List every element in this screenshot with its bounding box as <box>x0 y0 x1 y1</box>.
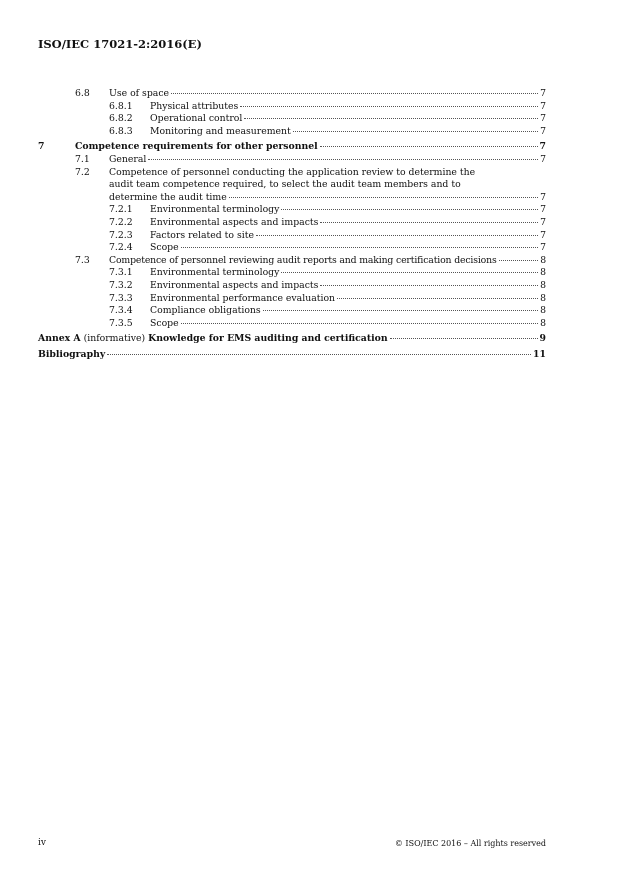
toc-entry-title: Environmental performance evaluation <box>150 292 336 304</box>
dot-leader <box>320 146 538 147</box>
toc-entry[interactable] <box>38 305 546 318</box>
toc-entry-number: 6.8.2 <box>109 113 133 125</box>
toc-entry-title: Environmental terminology <box>150 204 280 216</box>
toc-entry[interactable] <box>38 280 546 293</box>
toc-entry[interactable] <box>38 230 546 243</box>
toc-entry-title: Scope <box>150 317 179 329</box>
toc-entry-page: 8 <box>540 317 546 329</box>
toc-entry-title: Competence requirements for other personnel <box>75 141 318 153</box>
toc-entry-page: 7 <box>540 229 546 241</box>
toc-entry-page: 7 <box>540 88 546 99</box>
toc-entry-number: 7.2.1 <box>109 204 133 216</box>
toc-entry[interactable] <box>38 255 546 268</box>
toc-entry-title: Physical attributes <box>150 100 239 112</box>
toc-entry-title-line: audit team competence required, to select the audit team members and to <box>109 179 461 191</box>
toc-entry-number: 7.3.3 <box>109 292 133 304</box>
toc-entry-number: 7.2.4 <box>109 242 133 254</box>
toc-entry-number: 6.8.3 <box>109 125 133 137</box>
annex-title: Knowledge for EMS auditing and certification <box>148 333 388 345</box>
toc-entry[interactable] <box>38 126 546 139</box>
toc-entry-title: Use of space <box>109 88 170 99</box>
toc-entry-title: Environmental aspects and impacts <box>150 279 319 291</box>
dot-leader <box>244 118 538 119</box>
toc-entry-page: 8 <box>540 267 546 279</box>
dot-leader <box>390 338 538 339</box>
toc-entry-page: 11 <box>533 348 546 360</box>
toc-entry-page: 8 <box>540 292 546 304</box>
toc-entry-title-line: Competence of personnel conducting the application review to determine the <box>109 166 476 178</box>
dot-leader <box>337 298 538 299</box>
dot-leader <box>171 93 538 94</box>
toc-entry[interactable] <box>38 293 546 306</box>
toc-entry-page: 7 <box>540 191 546 203</box>
dot-leader <box>281 272 538 273</box>
dot-leader <box>107 354 531 355</box>
toc-entry-number: 7.2.2 <box>109 216 133 228</box>
toc-entry-number: 7.3.5 <box>109 317 133 329</box>
toc-entry[interactable] <box>38 113 546 126</box>
dot-leader <box>293 131 538 132</box>
toc-entry[interactable] <box>38 267 546 280</box>
dot-leader <box>256 235 538 236</box>
toc-entry-continuation[interactable] <box>38 179 546 192</box>
toc-entry-number: 7.3.2 <box>109 279 133 291</box>
dot-leader <box>320 285 538 286</box>
toc-entry[interactable] <box>38 101 546 114</box>
toc-entry[interactable] <box>38 242 546 255</box>
toc-entry[interactable] <box>38 318 546 331</box>
toc-entry[interactable] <box>38 167 546 180</box>
dot-leader <box>499 260 539 261</box>
toc-entry-number: 7.3.4 <box>109 305 133 317</box>
toc-entry-title-line: determine the audit time <box>109 191 227 203</box>
toc-entry-page: 7 <box>540 204 546 216</box>
annex-label: Annex A <box>38 333 81 345</box>
table-of-contents <box>38 88 546 361</box>
toc-entry-page: 7 <box>540 113 546 125</box>
toc-entry-title: Environmental terminology <box>150 267 280 279</box>
toc-entry-page: 9 <box>539 333 546 345</box>
toc-entry-title: Bibliography <box>38 348 106 360</box>
document-header-title: ISO/IEC 17021-2:2016(E) <box>38 37 202 51</box>
toc-entry-title: Scope <box>150 242 179 254</box>
dot-leader <box>263 310 538 311</box>
annex-qualifier: (informative) <box>83 333 146 345</box>
toc-entry-title: Competence of personnel reviewing audit reports and making certification decisions <box>109 254 497 266</box>
toc-entry-title: Operational control <box>150 113 243 125</box>
toc-entry-page: 7 <box>539 141 546 153</box>
toc-entry-title: Compliance obligations <box>150 305 261 317</box>
toc-entry-page: 7 <box>540 153 546 165</box>
toc-entry-title: General <box>109 153 147 165</box>
toc-entry-number: 7.2.3 <box>109 229 133 241</box>
dot-leader <box>240 106 538 107</box>
page-number: iv <box>38 838 46 848</box>
toc-entry-number: 6.8.1 <box>109 100 133 112</box>
dot-leader <box>320 222 538 223</box>
toc-entry-title: Environmental aspects and impacts <box>150 216 319 228</box>
dot-leader <box>181 247 538 248</box>
toc-entry-title: Monitoring and measurement <box>150 125 291 137</box>
toc-entry-page: 7 <box>540 242 546 254</box>
toc-entry-title: Factors related to site <box>150 229 254 241</box>
toc-entry-number: 7 <box>38 141 45 153</box>
toc-entry-annex[interactable] <box>38 333 546 346</box>
toc-entry-number: 7.3.1 <box>109 267 133 279</box>
toc-entry[interactable] <box>38 217 546 230</box>
dot-leader <box>281 209 538 210</box>
dot-leader <box>148 159 538 160</box>
toc-entry-page: 8 <box>540 254 546 266</box>
toc-entry-number: 7.1 <box>75 153 90 165</box>
toc-entry[interactable] <box>38 141 546 154</box>
copyright-notice: © ISO/IEC 2016 – All rights reserved <box>394 839 546 848</box>
toc-entry[interactable] <box>38 154 546 167</box>
toc-entry-number: 7.2 <box>75 166 90 178</box>
toc-entry-number: 6.8 <box>75 88 90 99</box>
toc-entry[interactable] <box>38 88 546 101</box>
toc-entry-page: 8 <box>540 279 546 291</box>
toc-entry-bibliography[interactable] <box>38 349 546 362</box>
dot-leader <box>181 323 538 324</box>
toc-entry-number: 7.3 <box>75 254 90 266</box>
toc-entry-page: 7 <box>540 100 546 112</box>
toc-entry-page: 7 <box>540 216 546 228</box>
toc-entry-page: 8 <box>540 305 546 317</box>
toc-entry[interactable] <box>38 204 546 217</box>
dot-leader <box>229 197 538 198</box>
toc-entry-page: 7 <box>540 125 546 137</box>
toc-entry-continuation[interactable] <box>38 192 546 205</box>
